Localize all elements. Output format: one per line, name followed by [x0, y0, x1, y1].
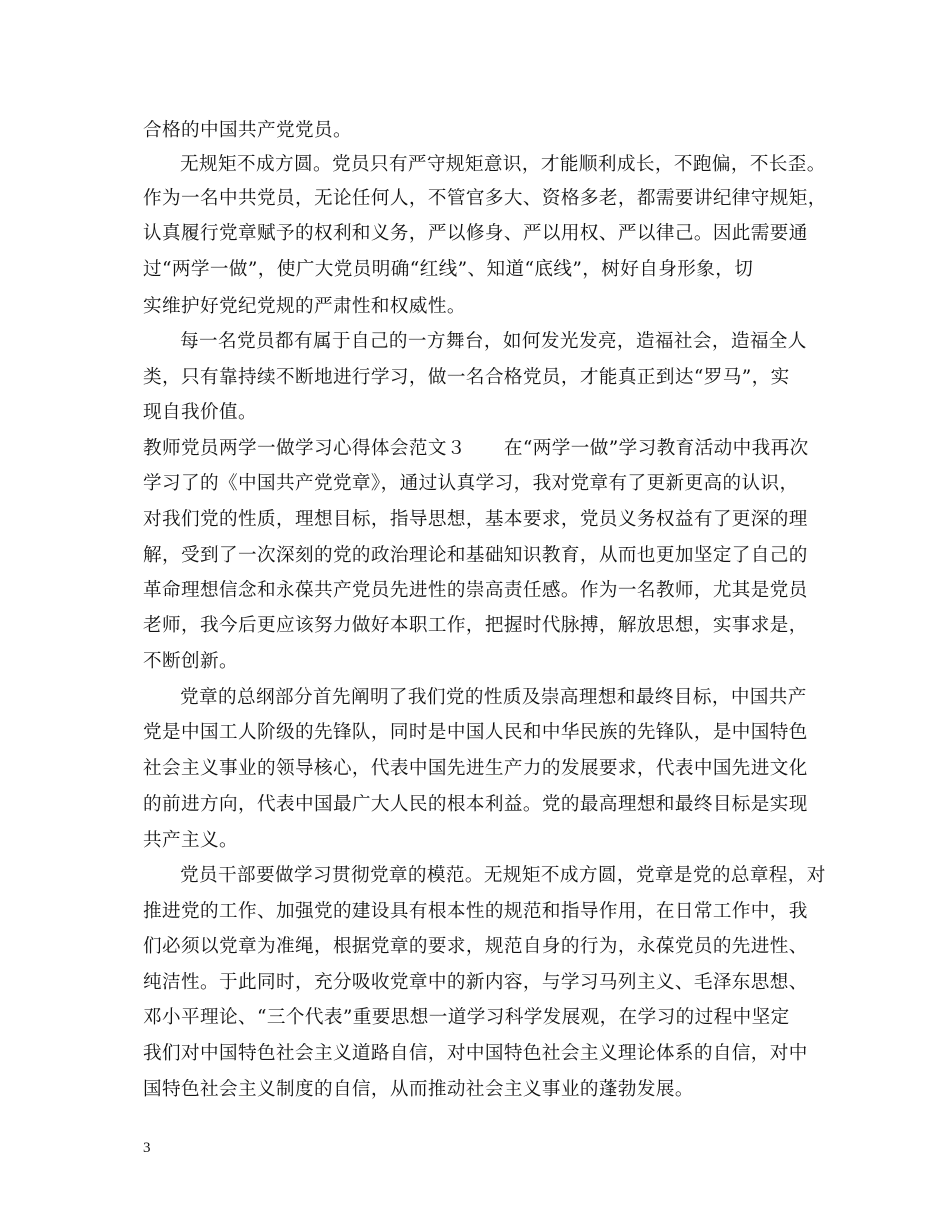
- text-line: 邓小平理论、“三个代表”重要思想一道学习科学发展观，在学习的过程中坚定: [143, 1007, 790, 1028]
- text-line: 每一名党员都有属于自己的一方舞台，如何发光发亮，造福社会，造福全人: [180, 331, 807, 352]
- text-line: 国特色社会主义制度的自信，从而推动社会主义事业的蓬勃发展。: [143, 1079, 694, 1100]
- text-line: 认真履行党章赋予的权利和义务，严以修身、严以用权、严以律己。因此需要通: [143, 223, 808, 244]
- text-line: 党员干部要做学习贯彻党章的模范。无规矩不成方圆，党章是党的总章程，对: [180, 865, 826, 886]
- text-line: 合格的中国共产党党员。: [143, 120, 352, 141]
- text-line: 无规矩不成方圆。党员只有严守规矩意识，才能顺利成长，不跑偏，不长歪。: [180, 154, 826, 175]
- text-line: 解，受到了一次深刻的党的政治理论和基础知识教育，从而也更加坚定了自己的: [143, 545, 808, 566]
- text-line: 的前进方向，代表中国最广大人民的根本利益。党的最高理想和最终目标是实现: [143, 794, 808, 815]
- text-line: 学习了的《中国共产党党章》，通过认真学习，我对党章有了更新更高的认识，: [143, 473, 799, 494]
- text-line: 我们对中国特色社会主义道路自信，对中国特色社会主义理论体系的自信，对中: [143, 1043, 808, 1064]
- text-line: 作为一名中共党员，无论任何人，不管官多大、资格多老，都需要讲纪律守规矩，: [143, 188, 827, 209]
- text-line: 老师，我今后更应该努力做好本职工作，把握时代脉搏，解放思想，实事求是，: [143, 615, 808, 636]
- text-line: 们必须以党章为准绳，根据党章的要求，规范自身的行为，永葆党员的先进性、: [143, 936, 808, 957]
- text-line: 党是中国工人阶级的先锋队，同时是中国人民和中华民族的先锋队，是中国特色: [143, 722, 808, 743]
- text-line: 教师党员两学一做学习心得体会范文３ 在“两学一做”学习教育活动中我再次: [143, 438, 809, 459]
- text-line: 类，只有靠持续不断地进行学习，做一名合格党员，才能真正到达“罗马”，实: [143, 367, 790, 388]
- text-line: 对我们党的性质，理想目标，指导思想，基本要求，党员义务权益有了更深的理: [143, 509, 808, 530]
- text-line: 过“两学一做”，使广大党员明确“红线”、知道“底线”，树好自身形象，切: [143, 259, 754, 280]
- text-line: 党章的总纲部分首先阐明了我们党的性质及崇高理想和最终目标，中国共产: [180, 687, 807, 708]
- text-line: 实维护好党纪党规的严肃性和权威性。: [143, 296, 466, 317]
- text-line: 社会主义事业的领导核心，代表中国先进生产力的发展要求，代表中国先进文化: [143, 758, 808, 779]
- text-line: 推进党的工作、加强党的建设具有根本性的规范和指导作用，在日常工作中，我: [143, 901, 808, 922]
- page-number: 3: [143, 1140, 151, 1156]
- text-line: 革命理想信念和永葆共产党员先进性的崇高责任感。作为一名教师，尤其是党员: [143, 580, 808, 601]
- text-line: 现自我价值。: [143, 402, 257, 423]
- text-line: 不断创新。: [143, 651, 238, 672]
- text-line: 共产主义。: [143, 830, 238, 851]
- text-line: 纯洁性。于此同时，充分吸收党章中的新内容，与学习马列主义、毛泽东思想、: [143, 972, 808, 993]
